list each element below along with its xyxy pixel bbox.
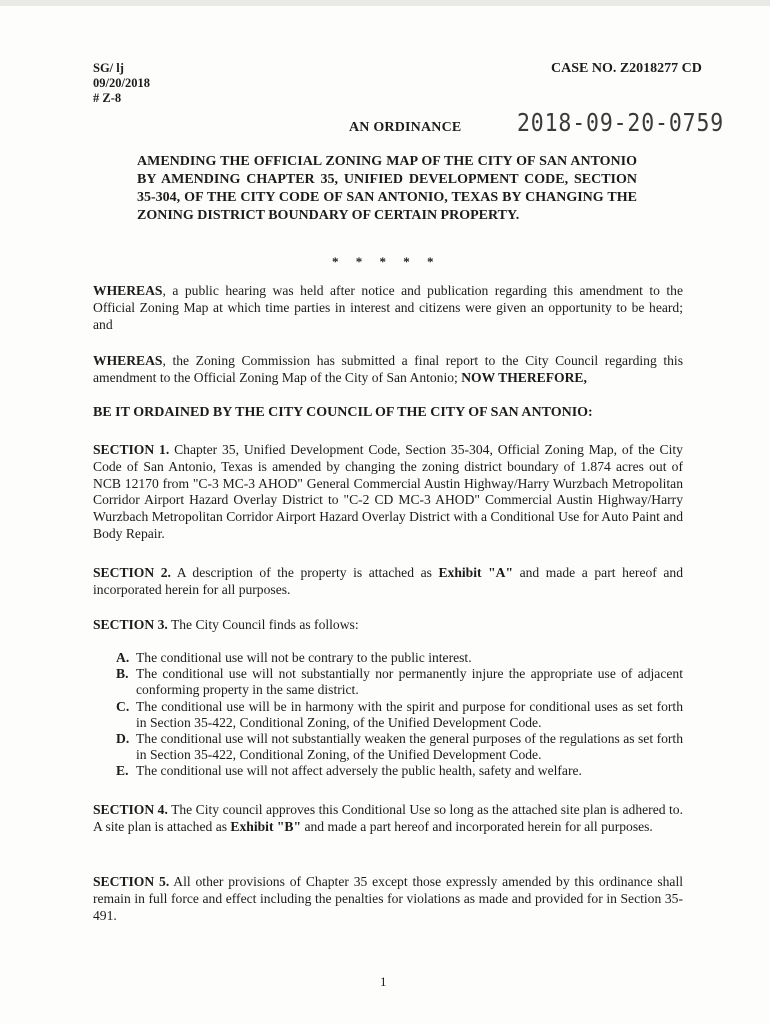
header-initials: SG/ lj	[93, 61, 124, 75]
page-number: 1	[380, 974, 387, 989]
section-4-text-a: The City council approves this Conditional Use so long as the attached site plan is adhered to. A site plan is attached as	[93, 802, 683, 834]
be-it-ordained: BE IT ORDAINED BY THE CITY COUNCIL OF THE CITY OF SAN ANTONIO:	[93, 405, 593, 420]
list-marker: A.	[116, 650, 130, 665]
section-2	[93, 565, 683, 599]
list-item	[116, 763, 683, 779]
section-1-text: Chapter 35, Unified Development Code, Section 35-304, Official Zoning Map, of the City Code of San Antonio, Texas is amended by changing the zoning district boundary of 1.874 acres out of NCB 12170 from "C-3 MC-3 AHOD" General Commercial Austin Highway/Harry Wurzbach Metropolitan Corridor Airport Hazard Overlay District to "C-2 CD MC-3 AHOD" Commercial Austin Highway/Harry Wurzbach Metropolitan Corridor Airport Hazard Overlay District with a Conditional Use for Auto Paint and Body Repair.	[93, 442, 683, 541]
list-marker: C.	[116, 698, 130, 714]
header-left-block	[93, 61, 150, 106]
section-5	[93, 874, 683, 924]
section-1	[93, 442, 683, 543]
section-3	[93, 617, 683, 634]
list-item	[116, 699, 683, 731]
section-5-lead: SECTION 5.	[93, 874, 170, 889]
section-4-text-b: and made a part hereof and incorporated herein for all purposes.	[301, 818, 653, 834]
list-item-text: The conditional use will not affect adversely the public health, safety and welfare.	[136, 763, 582, 779]
whereas-lead: WHEREAS	[93, 283, 163, 298]
list-item-text: The conditional use will not substantially nor permanently injure the appropriate use of adjacent conforming property in the same district.	[136, 666, 683, 698]
page-top-edge	[0, 0, 770, 6]
whereas-lead: WHEREAS	[93, 353, 163, 368]
section-1-lead: SECTION 1.	[93, 442, 170, 457]
exhibit-b: Exhibit "B"	[230, 818, 302, 834]
list-item	[116, 666, 683, 698]
exhibit-a: Exhibit "A"	[438, 565, 514, 580]
list-marker: D.	[116, 731, 130, 747]
now-therefore: NOW THEREFORE,	[461, 369, 587, 385]
list-item-text: The conditional use will not substantially weaken the general purposes of the regulations as set forth in Section 35-422, Conditional Zoning, of the Unified Development Code.	[136, 731, 683, 763]
findings-list	[116, 650, 683, 780]
section-2-lead: SECTION 2.	[93, 565, 171, 580]
section-3-lead: SECTION 3.	[93, 617, 168, 632]
section-3-text: The City Council finds as follows:	[167, 617, 359, 632]
whereas-paragraph-1	[93, 283, 683, 333]
case-number: CASE NO. Z2018277 CD	[551, 61, 702, 76]
section-5-text: All other provisions of Chapter 35 except those expressly amended by this ordinance shall remain in full force and effect including the penalties for violations as made and provided for in Section 35-491.	[93, 874, 683, 923]
section-2-text-a: A description of the property is attached as	[170, 565, 439, 580]
list-item	[116, 731, 683, 763]
header-item-number: # Z-8	[93, 91, 122, 105]
header-date: 09/20/2018	[93, 76, 150, 90]
list-item-text: The conditional use will be in harmony with the spirit and purpose for conditional uses as set forth in Section 35-422, Conditional Zoning, of the Unified Development Code.	[136, 698, 683, 730]
ordinance-title: AN ORDINANCE	[349, 120, 462, 135]
section-4	[93, 802, 683, 836]
whereas-text: , the Zoning Commission has submitted a final report to the City Council regarding this amendment to the Official Zoning Map of the City of San Antonio;	[93, 353, 683, 385]
whereas-paragraph-2	[93, 353, 683, 387]
ordinance-number-stamp: 2018-09-20-0759	[517, 108, 725, 137]
section-4-lead: SECTION 4.	[93, 802, 168, 817]
section-2-text-b: and made a part hereof and incorporated herein for all purposes.	[93, 565, 684, 597]
list-marker: E.	[116, 763, 129, 779]
list-item-text: The conditional use will not be contrary to the public interest.	[136, 650, 472, 665]
ordinance-caption: AMENDING THE OFFICIAL ZONING MAP OF THE CITY OF SAN ANTONIO BY AMENDING CHAPTER 35, UNIFIED DEVELOPMENT CODE, SECTION 35-304, OF THE CITY CODE OF SAN ANTONIO, TEXAS BY CHANGING THE ZONING DISTRICT BOUNDARY OF CERTAIN PROPERTY.	[137, 154, 637, 223]
list-item	[116, 650, 683, 666]
separator-asterisks: * * * * *	[332, 254, 434, 269]
list-marker: B.	[116, 666, 129, 682]
whereas-text: , a public hearing was held after notice and publication regarding this amendment to the Official Zoning Map at which time parties in interest and citizens were given an opportunity to be heard; and	[93, 283, 683, 332]
